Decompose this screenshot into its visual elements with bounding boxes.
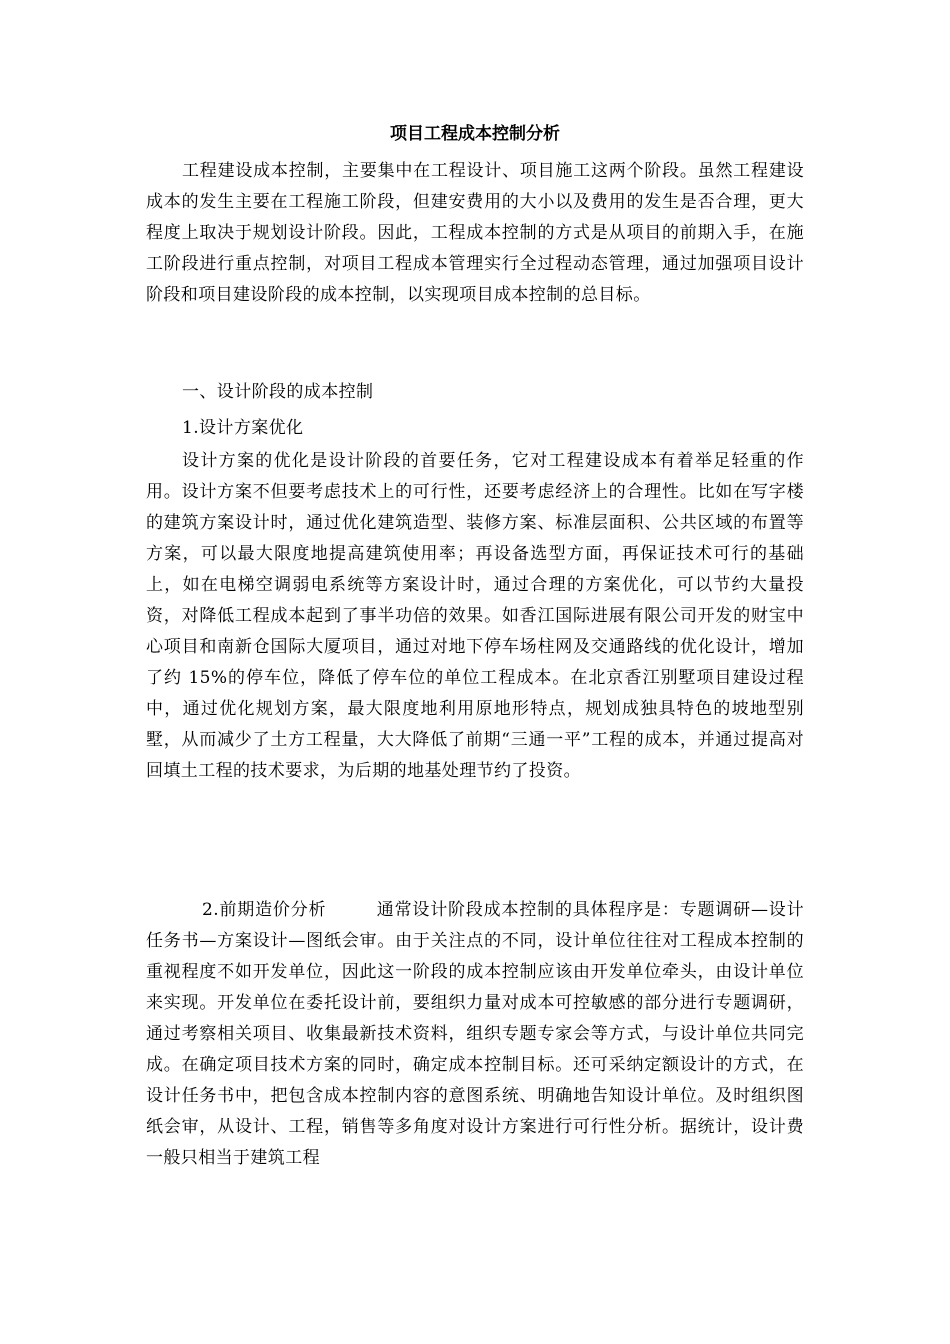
subsection-heading-cost-analysis: 2.前期造价分析 (202, 900, 327, 920)
design-optimization-paragraph: 设计方案的优化是设计阶段的首要任务，它对工程建设成本有着举足轻重的作用。设计方案不但要考虑技术上的可行性，还要考虑经济上的合理性。比如在写字楼的建筑方案设计时，通过优化建筑造型、装修方案、标准层面积、公共区域的布置等方案，可以最大限度地提高建筑使用率；再设备选型方面，再保证技术可行的基础上，如在电梯空调弱电系统等方案设计时，通过合理的方案优化，可以节约大量投资，对降低工程成本起到了事半功倍的效果。如香江国际进展有限公司开发的财宝中心项目和南新仓国际大厦项目，通过对地下停车场柱网及交通路线的优化设计，增加了约 15%的停车位，降低了停车位的单位工程成本。在北京香江别墅项目建设过程中，通过优化规划方案，最大限度地利用原地形特点，规划成独具特色的坡地型别墅，从而减少了土方工程量，大大降低了前期“三通一平”工程的成本，并通过提高对回填土工程的技术要求，为后期的地基处理节约了投资。 (146, 451, 804, 781)
intro-paragraph: 工程建设成本控制，主要集中在工程设计、项目施工这两个阶段。虽然工程建设成本的发生主要在工程施工阶段，但建安费用的大小以及费用的发生是否合理，更大程度上取决于规划设计阶段。因此，工程成本控制的方式是从项目的前期入手，在施工阶段进行重点控制，对项目工程成本管理实行全过程动态管理，通过加强项目设计阶段和项目建设阶段的成本控制，以实现项目成本控制的总目标。 (146, 161, 804, 305)
cost-analysis-body: 通常设计阶段成本控制的具体程序是：专题调研—设计任务书—方案设计—图纸会审。由于关注点的不同，设计单位往往对工程成本控制的重视程度不如开发单位，因此这一阶段的成本控制应该由开发单位牵头，由设计单位来实现。开发单位在委托设计前，要组织力量对成本可控敏感的部分进行专题调研，通过考察相关项目、收集最新技术资料，组织专题专家会等方式，与设计单位共同完成。在确定项目技术方案的同时，确定成本控制目标。还可采纳定额设计的方式，在设计任务书中，把包含成本控制内容的意图系统、明确地告知设计单位。及时组织图纸会审，从设计、工程，销售等多角度对设计方案进行可行性分析。据统计，设计费一般只相当于建筑工程 (146, 900, 804, 1168)
subsection-heading-design-optimization: 1.设计方案优化 (182, 418, 304, 438)
document-title: 项目工程成本控制分析 (390, 124, 560, 144)
cost-analysis-paragraph (146, 895, 804, 1174)
section-heading-design-stage: 一、设计阶段的成本控制 (182, 382, 374, 402)
